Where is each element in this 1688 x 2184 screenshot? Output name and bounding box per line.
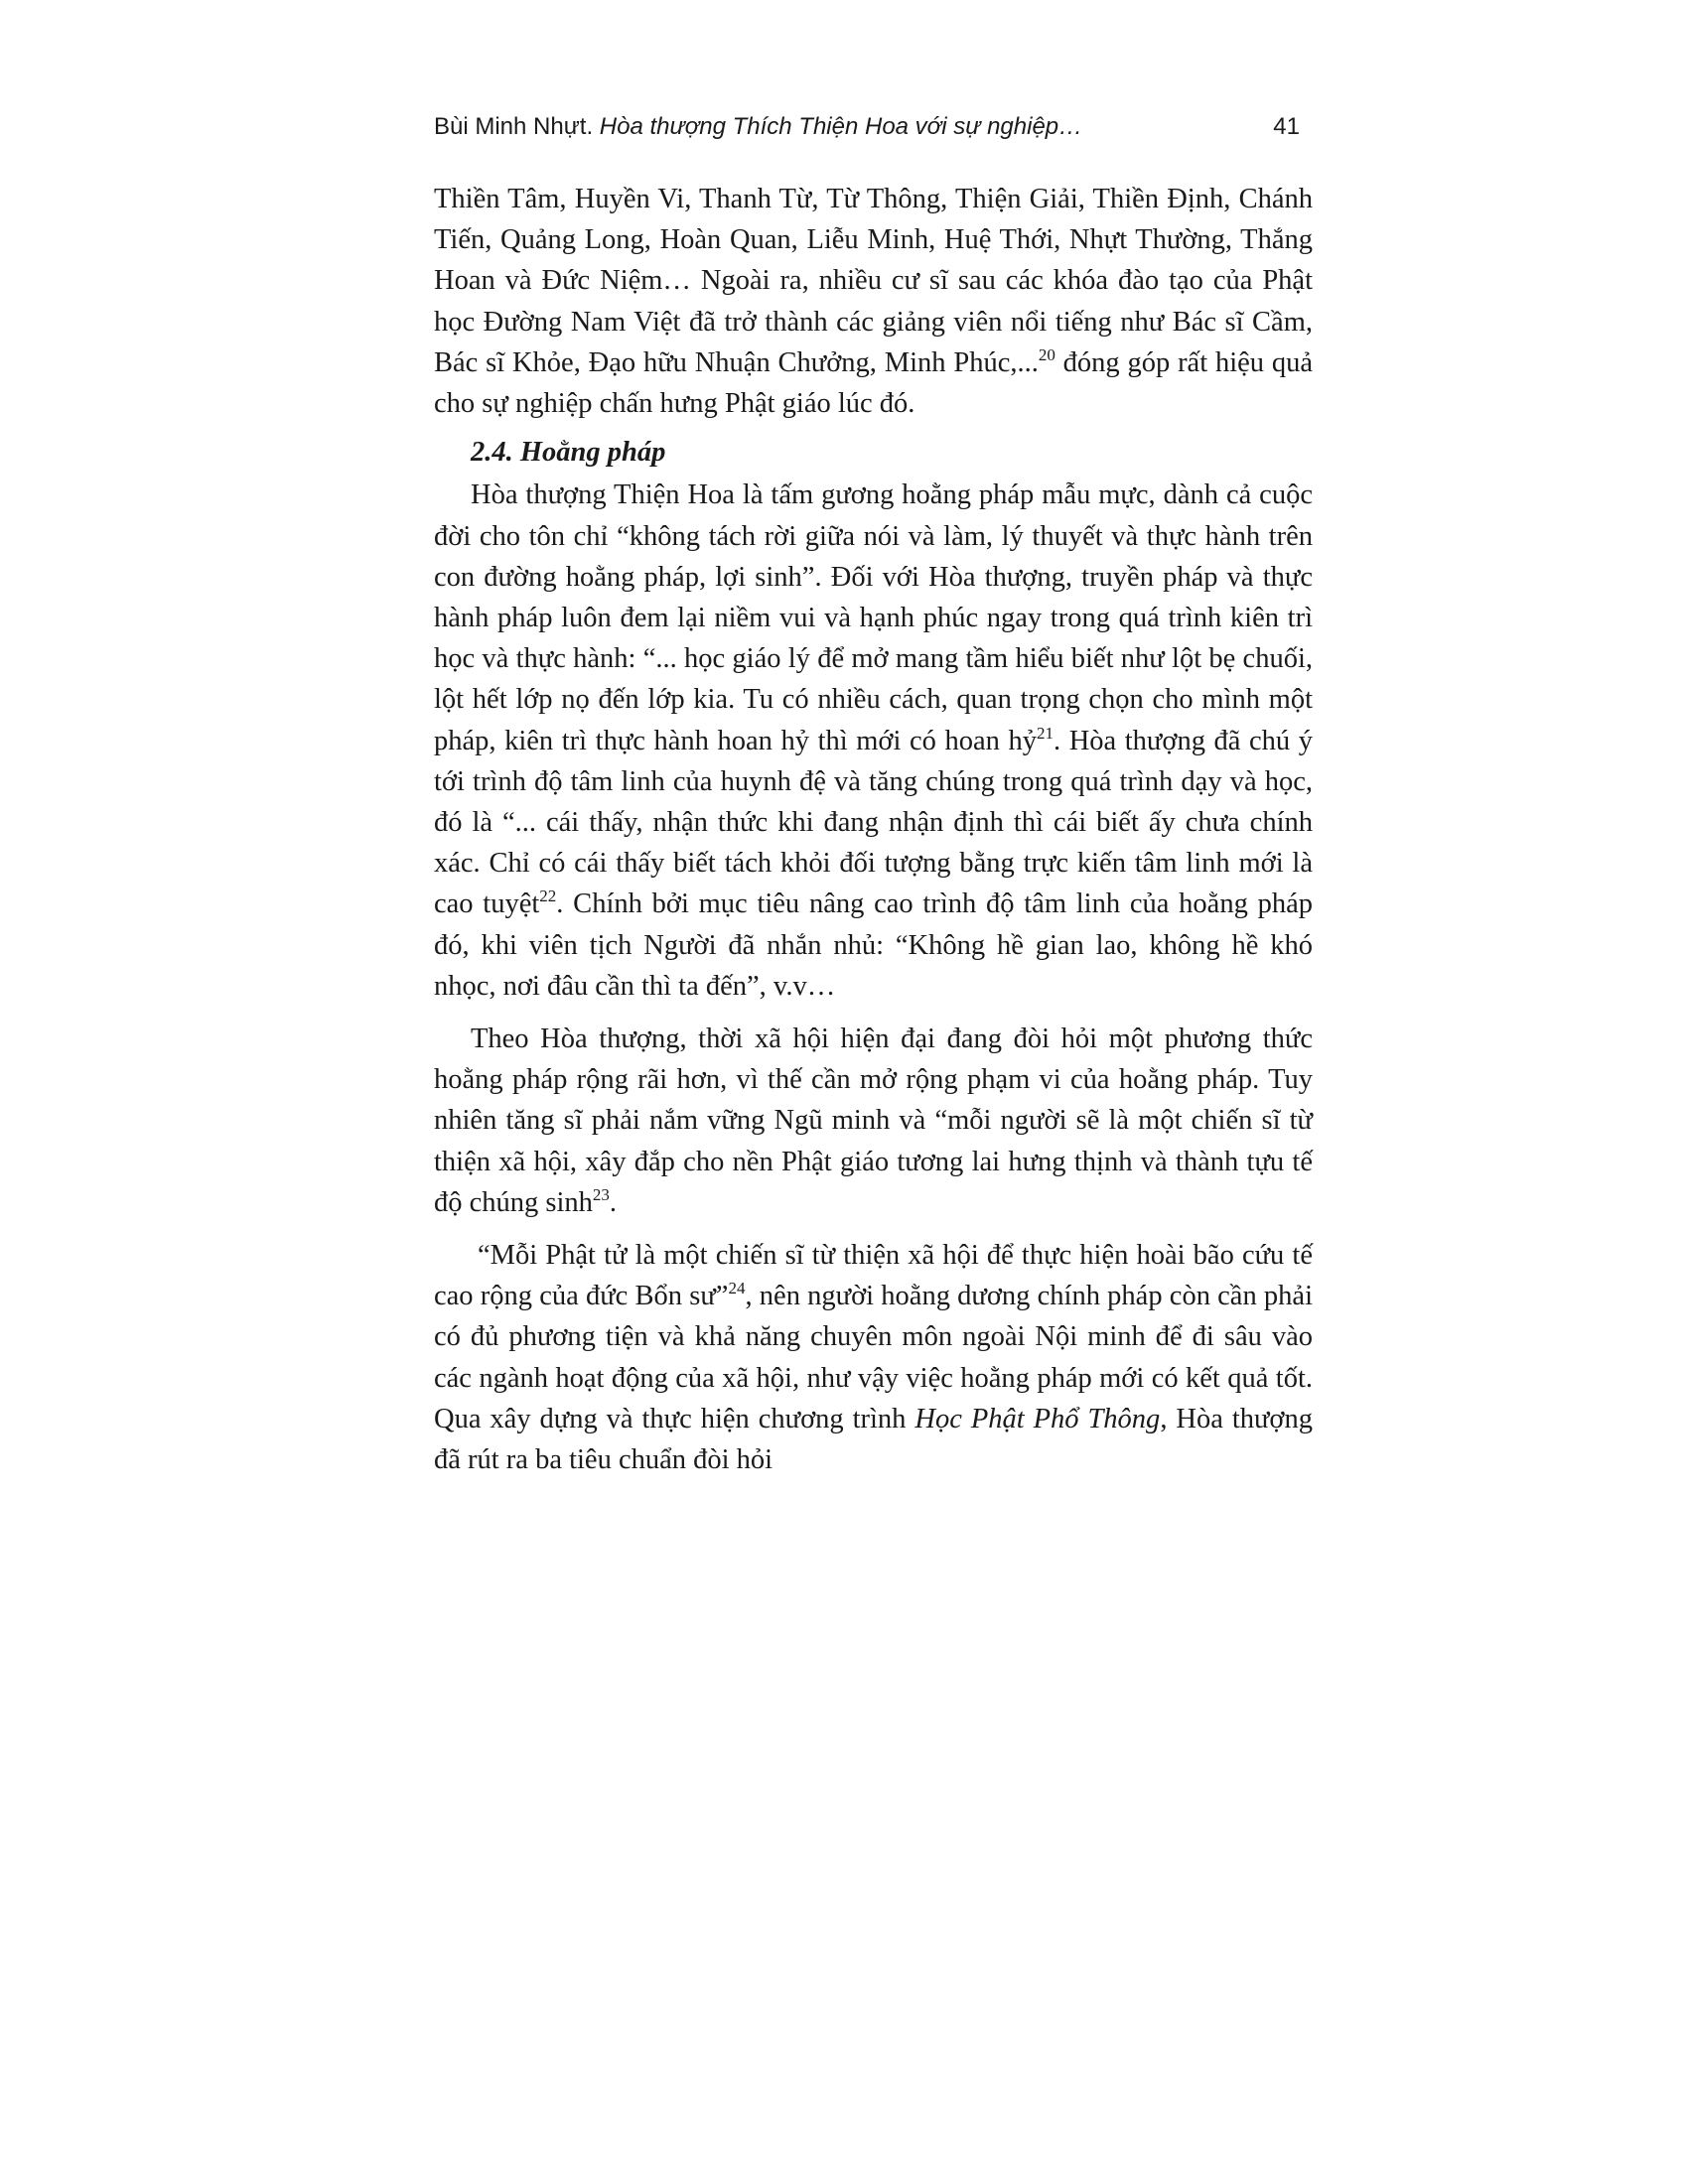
paragraph-text: , Hòa thượng đã rút ra ba tiêu chuẩn đòi hỏi bbox=[434, 1403, 1313, 1476]
paragraph bbox=[434, 1235, 1313, 1480]
book-title: Học Phật Phổ Thông bbox=[914, 1403, 1161, 1434]
paragraph-text: . bbox=[609, 1186, 618, 1218]
paragraph-continued bbox=[434, 179, 1313, 424]
paragraph bbox=[434, 475, 1313, 1007]
paragraph-text: đóng góp rất hiệu quả cho sự nghiệp chấn hưng Phật giáo lúc đó. bbox=[434, 346, 1313, 420]
paragraph-text: . Hòa thượng đã chú ý tới trình độ tâm linh của huynh đệ và tăng chúng trong quá trình dạy và học, đó là “... cái thấy, nhận thức khi đang nhận định thì cái biết ấy chưa chính xác. Chỉ có cái thấy biết tách khỏi đối tượng bằng trực kiến tâm linh mới là cao tuyệt bbox=[434, 725, 1314, 920]
paragraph-text: . Chính bởi mục tiêu nâng cao trình độ tâm linh của hoằng pháp đó, khi viên tịch Người đã nhắn nhủ: “Không hề gian lao, không hề khó nhọc, nơi đâu cần thì ta đến”, v.v… bbox=[434, 888, 1313, 1002]
footnote-ref: 20 bbox=[1038, 344, 1055, 364]
paragraph bbox=[434, 1019, 1313, 1223]
paragraph-text: Hòa thượng Thiện Hoa là tấm gương hoằng pháp mẫu mực, dành cả cuộc đời cho tôn chỉ “không tách rời giữa nói và làm, lý thuyết và thực hành trên con đường hoằng pháp, lợi sinh”. Đối với Hòa thượng, truyền pháp và thực hành pháp luôn đem lại niềm vui và hạnh phúc ngay trong quá trình kiên trì học và thực hành: “... học giáo lý để mở mang tầm hiểu biết như lột bẹ chuối, lột hết lớp nọ đến lớp kia. Tu có nhiều cách, quan trọng chọn cho mình một pháp, kiên trì thực hành hoan hỷ thì mới có hoan hỷ bbox=[434, 479, 1313, 756]
footnote-ref: 22 bbox=[539, 887, 557, 906]
page-number: 41 bbox=[1273, 113, 1300, 140]
paragraph-text: Thiền Tâm, Huyền Vi, Thanh Từ, Từ Thông, Thiện Giải, Thiền Định, Chánh Tiến, Quảng Long, Hoàn Quan, Liễu Minh, Huệ Thới, Nhựt Thường, Thắng Hoan và Đức Niệm… Ngoài ra, nhiều cư sĩ sau các khóa đào tạo của Phật học Đường Nam Việt đã trở thành các giảng viên nổi tiếng như Bác sĩ Cầm, Bác sĩ Khỏe, Đạo hữu Nhuận Chưởng, Minh Phúc,... bbox=[434, 184, 1313, 378]
footnote-ref: 23 bbox=[592, 1184, 610, 1204]
paragraph-text: , nên người hoằng dương chính pháp còn cần phải có đủ phương tiện và khả năng chuyên môn ngoài Nội minh để đi sâu vào các ngành hoạt động của xã hội, như vậy việc hoằng pháp mới có kết quả tốt. Qua xây dựng và thực hiện chương trình bbox=[434, 1281, 1313, 1434]
footnote-ref: 24 bbox=[728, 1279, 746, 1298]
paragraph-text: Theo Hòa thượng, thời xã hội hiện đại đang đòi hỏi một phương thức hoằng pháp rộng rãi hơn, vì thế cần mở rộng phạm vi của hoằng pháp. Tuy nhiên tăng sĩ phải nắm vững Ngũ minh và “mỗi người sẽ là một chiến sĩ từ thiện xã hội, xây đắp cho nền Phật giáo tương lai hưng thịnh và thành tựu tế độ chúng sinh bbox=[434, 1024, 1313, 1218]
paragraph-text: “Mỗi Phật tử là một chiến sĩ từ thiện xã hội để thực hiện hoài bão cứu tế cao rộng của đức Bổn sư” bbox=[434, 1240, 1313, 1312]
section-heading: 2.4. Hoằng pháp bbox=[471, 437, 666, 469]
running-header bbox=[434, 107, 1300, 147]
footnote-ref: 21 bbox=[1036, 723, 1054, 743]
body-text bbox=[434, 179, 1313, 1480]
header-author: Bùi Minh Nhựt. bbox=[434, 113, 594, 140]
header-title: Hòa thượng Thích Thiện Hoa với sự nghiệp… bbox=[599, 113, 1083, 140]
